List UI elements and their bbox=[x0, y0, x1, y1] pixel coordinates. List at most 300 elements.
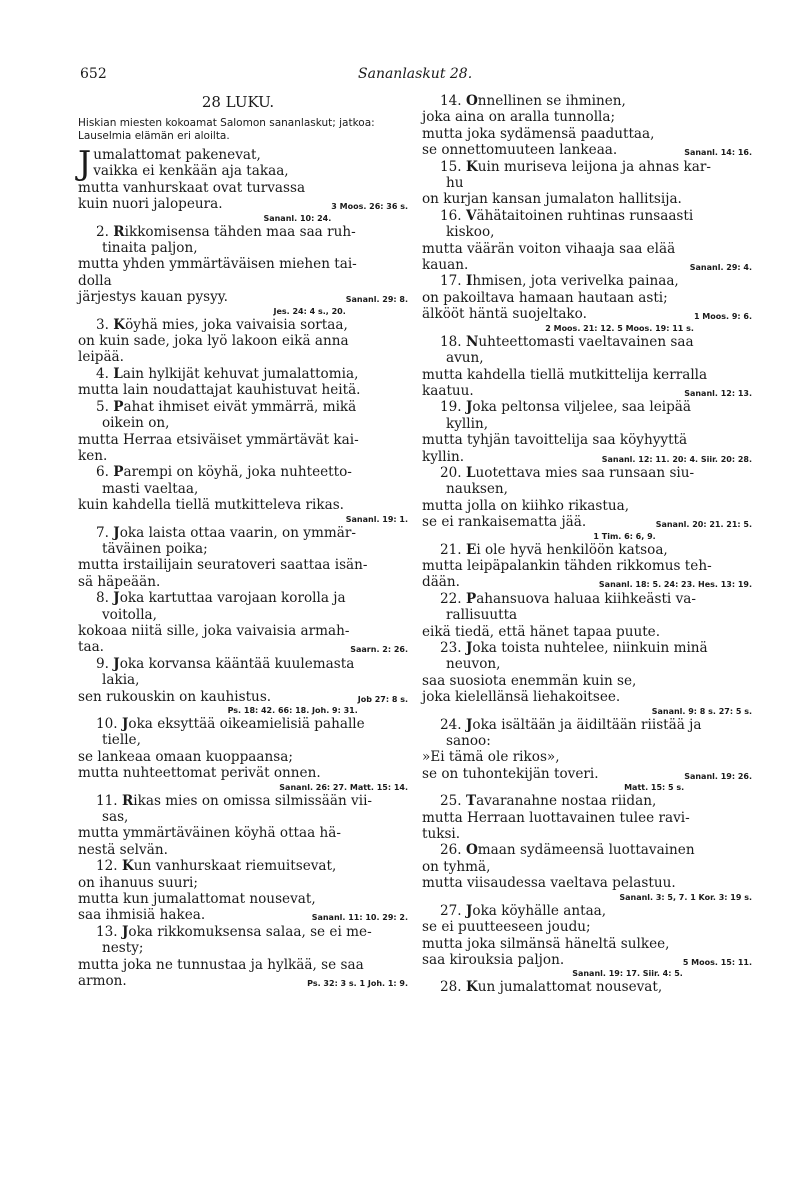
verse-18 bbox=[422, 334, 752, 400]
verse-line bbox=[78, 607, 408, 623]
verse-line bbox=[78, 273, 408, 289]
verse-text: vaikka ei kenkään aja takaa, bbox=[93, 163, 289, 180]
verse-line bbox=[422, 733, 752, 749]
verse-text: oka laista ottaa vaarin, on ymmär- bbox=[119, 524, 356, 541]
verse-text: ikkomisensa tähden maa saa ruh- bbox=[124, 223, 356, 240]
verse-text: mutta Herraa etsiväiset ymmärtävät kai- bbox=[78, 431, 359, 448]
verse-number: 5. bbox=[96, 398, 114, 415]
verse-line bbox=[422, 749, 752, 765]
verse-text: mutta nuhteettomat perivät onnen. bbox=[78, 765, 321, 782]
verse-initial: J bbox=[465, 716, 473, 733]
verse-text: tuksi. bbox=[422, 826, 461, 843]
verse-text: älkööt häntä suojeltako. bbox=[422, 306, 587, 323]
verse-text: lakia, bbox=[102, 672, 140, 689]
verse-text: umalattomat pakenevat, bbox=[93, 147, 261, 163]
verse-text: mutta viisaudessa vaeltava pelastuu. bbox=[422, 875, 676, 892]
cross-reference: Ps. 18: 42. 66: 18. Joh. 9: 31. bbox=[227, 706, 358, 715]
verse-initial: J bbox=[113, 655, 120, 672]
verse-line bbox=[422, 514, 752, 530]
cross-reference: 2 Moos. 21: 12. 5 Moos. 19: 11 s. bbox=[545, 323, 694, 333]
verse-first-line bbox=[422, 93, 752, 109]
verse-text: nesty; bbox=[102, 940, 144, 957]
verse-20 bbox=[422, 465, 752, 542]
verse-text: nestä selvän. bbox=[78, 841, 168, 858]
verse-line bbox=[78, 147, 408, 163]
verse-initial: J bbox=[465, 399, 473, 416]
verse-text: masti vaeltaa, bbox=[102, 480, 199, 497]
verse-line bbox=[422, 558, 752, 574]
verse-initial: E bbox=[465, 541, 477, 558]
verse-25 bbox=[422, 793, 752, 842]
verse-first-line bbox=[78, 590, 408, 606]
verse-8 bbox=[78, 590, 408, 656]
verse-line bbox=[422, 241, 752, 257]
verse-line bbox=[78, 732, 408, 748]
verse-initial: L bbox=[465, 464, 476, 481]
verse-number: 24. bbox=[440, 716, 466, 733]
verse-21 bbox=[422, 542, 752, 591]
verse-line bbox=[422, 367, 752, 383]
cross-reference: Sananl. 19: 26. bbox=[684, 771, 752, 781]
verse-number: 4. bbox=[96, 365, 114, 382]
verse-text: on kurjan kansan jumalaton hallitsija. bbox=[422, 191, 682, 208]
verse-line bbox=[422, 656, 752, 672]
verse-text: oka korvansa kääntää kuulemasta bbox=[119, 655, 355, 672]
verse-number: 18. bbox=[440, 333, 466, 350]
chapter-intro: Hiskian miesten kokoamat Salomon sananlaskut; jatkoa: Lauselmia elämän eri aloilta. bbox=[78, 117, 375, 142]
verse-text: sas, bbox=[102, 809, 129, 826]
verse-28 bbox=[422, 979, 752, 995]
verse-26 bbox=[422, 842, 752, 902]
verse-initial: L bbox=[113, 365, 123, 382]
verse-text: mutta tyhjän tavoittelija saa köyhyyttä bbox=[422, 432, 688, 449]
verse-initial: P bbox=[465, 590, 477, 607]
verse-text: kokoaa niitä sille, joka vaivaisia armah- bbox=[78, 622, 350, 639]
verse-first-line bbox=[422, 903, 752, 919]
verse-number: 14. bbox=[440, 93, 466, 109]
verse-line bbox=[78, 623, 408, 639]
verse-first-line bbox=[78, 224, 408, 240]
verse-line bbox=[422, 919, 752, 935]
verse-line bbox=[78, 809, 408, 825]
verse-19 bbox=[422, 399, 752, 465]
verse-text: ahansuova haluaa kiihkeästi va- bbox=[476, 590, 696, 607]
verse-text: mutta irstailijain seuratoveri saattaa isän- bbox=[78, 557, 368, 574]
verse-line bbox=[422, 624, 752, 640]
verse-text: sen rukouskin on kauhistus. bbox=[78, 688, 272, 705]
cross-reference: 1 Tim. 6: 6, 9. bbox=[593, 531, 656, 541]
verse-text: kyllin, bbox=[446, 415, 489, 432]
verse-text: mutta joka ne tunnustaa ja hylkää, se saa bbox=[78, 956, 364, 973]
verse-text: i ole hyvä henkilöön katsoa, bbox=[476, 541, 668, 558]
cross-reference: Sananl. 10: 24. bbox=[263, 213, 332, 223]
cross-reference: Matt. 15: 5 s. bbox=[624, 783, 685, 793]
verse-text: taa. bbox=[78, 639, 104, 656]
verse-initial: J bbox=[113, 590, 120, 607]
verse-text: ahat ihmiset eivät ymmärrä, mikä bbox=[123, 398, 357, 415]
verse-initial: O bbox=[465, 842, 478, 859]
verse-text: oka peltonsa viljelee, saa leipää bbox=[472, 399, 692, 416]
verse-text: tielle, bbox=[102, 732, 141, 749]
verse-line bbox=[78, 891, 408, 907]
verse-text: saa kirouksia paljon. bbox=[422, 951, 565, 968]
verse-text: armon. bbox=[78, 973, 127, 990]
verse-text: saa ihmisiä hakea. bbox=[78, 907, 206, 924]
verse-first-line bbox=[422, 334, 752, 350]
verse-text: mutta vanhurskaat ovat turvassa bbox=[78, 179, 306, 196]
verse-line bbox=[422, 574, 752, 590]
cross-reference: Sananl. 12: 11. 20: 4. Siir. 20: 28. bbox=[601, 454, 752, 464]
verse-line bbox=[78, 448, 408, 464]
verse-text: avun, bbox=[446, 350, 484, 367]
verse-number: 3. bbox=[96, 316, 114, 333]
verse-text: hmisen, jota verivelka painaa, bbox=[472, 273, 679, 290]
cross-reference: Sananl. 29: 8. bbox=[345, 295, 408, 305]
verse-line bbox=[78, 689, 408, 705]
cross-reference: 1 Moos. 9: 6. bbox=[693, 312, 752, 322]
cross-reference: Sananl. 14: 16. bbox=[684, 148, 752, 158]
verse-number: 23. bbox=[440, 640, 466, 656]
verse-text: sanoo: bbox=[446, 733, 491, 750]
cross-reference: Sananl. 18: 5. 24: 23. Hes. 13: 19. bbox=[598, 580, 752, 590]
verse-line bbox=[78, 180, 408, 196]
verse-text: se on tuhontekijän toveri. bbox=[422, 765, 599, 782]
verse-line bbox=[78, 907, 408, 923]
verse-number: 10. bbox=[96, 716, 122, 732]
verse-text: on tyhmä, bbox=[422, 858, 491, 875]
verse-text: mutta kun jumalattomat nousevat, bbox=[78, 891, 316, 908]
verse-text: uhteettomasti vaeltavainen saa bbox=[478, 333, 694, 350]
verse-number: 2. bbox=[96, 223, 114, 240]
verse-line bbox=[78, 240, 408, 256]
verse-23 bbox=[422, 640, 752, 717]
right-column bbox=[422, 93, 752, 996]
verse-text: oka kartuttaa varojaan korolla ja bbox=[119, 590, 346, 607]
verse-text: leipää. bbox=[78, 349, 124, 366]
verse-first-line bbox=[422, 640, 752, 656]
verse-line bbox=[78, 382, 408, 398]
verse-number: 28. bbox=[440, 979, 466, 996]
cross-reference: Jes. 24: 4 s., 20. bbox=[273, 306, 346, 316]
cross-reference: Sananl. 29: 4. bbox=[689, 263, 752, 273]
verse-text: oka eksyttää oikeamielisiä pahalle bbox=[128, 716, 365, 732]
verse-text: dään. bbox=[422, 574, 460, 591]
verse-first-line bbox=[422, 979, 752, 995]
verse-text: avaranahne nostaa riidan, bbox=[476, 793, 657, 810]
verse-13 bbox=[78, 924, 408, 990]
verse-text: un vanhurskaat riemuitsevat, bbox=[133, 858, 337, 875]
verse-6 bbox=[78, 464, 408, 524]
verse-line bbox=[422, 826, 752, 842]
verse-text: se lankeaa omaan kuoppaansa; bbox=[78, 748, 293, 765]
cross-reference: Sananl. 19: 1. bbox=[345, 514, 408, 524]
verse-number: 13. bbox=[96, 923, 122, 940]
verse-text: oka toista nuhtelee, niinkuin minä bbox=[472, 640, 708, 656]
verse-number: 11. bbox=[96, 792, 122, 809]
cross-reference: Sananl. 11: 10. 29: 2. bbox=[311, 913, 408, 923]
verse-number: 26. bbox=[440, 842, 466, 859]
verse-text: se onnettomuuteen lankeaa. bbox=[422, 142, 618, 159]
verse-line bbox=[422, 689, 752, 705]
verse-10 bbox=[78, 716, 408, 793]
verse-text: se ei puutteeseen joudu; bbox=[422, 919, 591, 936]
verse-text: rallisuutta bbox=[446, 607, 518, 624]
verse-initial: J bbox=[113, 524, 120, 541]
verse-first-line bbox=[422, 793, 752, 809]
verse-text: on ihanuus suuri; bbox=[78, 874, 198, 891]
verse-first-line bbox=[78, 399, 408, 415]
verse-first-line bbox=[78, 464, 408, 480]
verse-16 bbox=[422, 208, 752, 274]
verse-4 bbox=[78, 366, 408, 399]
cross-reference: Sananl. 3: 5, 7. 1 Kor. 3: 19 s. bbox=[619, 892, 752, 902]
verse-text: mutta joka silmänsä häneltä sulkee, bbox=[422, 935, 670, 952]
verse-line bbox=[78, 825, 408, 841]
verse-initial: V bbox=[465, 207, 477, 224]
verse-initial: R bbox=[121, 792, 134, 809]
verse-number: 25. bbox=[440, 793, 466, 810]
verse-initial: J bbox=[121, 923, 129, 940]
verse-text: oikein on, bbox=[102, 415, 170, 432]
verse-text: tinaita paljon, bbox=[102, 240, 198, 257]
verse-line bbox=[422, 449, 752, 465]
verse-text: ain hylkijät kehuvat jumalattomia, bbox=[122, 365, 359, 382]
verse-1 bbox=[78, 143, 408, 224]
verse-text: hu bbox=[446, 175, 464, 192]
verse-text: kiskoo, bbox=[446, 224, 495, 241]
verse-text: mutta Herraan luottavainen tulee ravi- bbox=[422, 809, 690, 826]
verse-number: 17. bbox=[440, 273, 466, 290]
verse-line bbox=[422, 224, 752, 240]
verse-line bbox=[422, 257, 752, 273]
verse-text: uotettava mies saa runsaan siu- bbox=[475, 464, 695, 481]
verse-line bbox=[78, 196, 408, 212]
verse-line bbox=[422, 290, 752, 306]
left-verse-list bbox=[78, 143, 408, 990]
verse-line bbox=[78, 541, 408, 557]
cross-reference: Sananl. 19: 17. Siir. 4: 5. bbox=[572, 969, 683, 979]
verse-initial: P bbox=[113, 464, 124, 481]
verse-text: mutta väärän voiton vihaaja saa elää bbox=[422, 240, 676, 257]
verse-first-line bbox=[422, 842, 752, 858]
verse-first-line bbox=[78, 924, 408, 940]
verse-line bbox=[78, 973, 408, 989]
verse-line bbox=[422, 416, 752, 432]
verse-text: täväinen poika; bbox=[102, 540, 208, 557]
verse-number: 12. bbox=[96, 858, 122, 875]
drop-capital: J bbox=[78, 143, 92, 182]
verse-line bbox=[422, 952, 752, 968]
verse-text: oka köyhälle antaa, bbox=[472, 902, 607, 919]
verse-2 bbox=[78, 224, 408, 317]
verse-text: oka isältään ja äidiltään riistää ja bbox=[472, 716, 702, 733]
verse-text: kaatuu. bbox=[422, 382, 474, 399]
verse-line bbox=[78, 672, 408, 688]
verse-text: eikä tiedä, että hänet tapaa puute. bbox=[422, 623, 661, 640]
verse-22 bbox=[422, 591, 752, 640]
verse-text: joka aina on aralla tunnolla; bbox=[422, 109, 616, 126]
verse-line bbox=[422, 498, 752, 514]
cross-reference: Ps. 32: 3 s. 1 Joh. 1: 9. bbox=[307, 979, 408, 989]
verse-initial: N bbox=[465, 333, 479, 350]
verse-line bbox=[422, 191, 752, 207]
verse-number: 20. bbox=[440, 464, 466, 481]
left-column bbox=[78, 93, 408, 993]
verse-line bbox=[78, 574, 408, 590]
verse-first-line bbox=[422, 717, 752, 733]
verse-12 bbox=[78, 858, 408, 924]
verse-number: 8. bbox=[96, 590, 114, 607]
verse-text: kauan. bbox=[422, 257, 469, 274]
chapter-title: 28 LUKU. bbox=[201, 93, 275, 111]
verse-text: mutta leipäpalankin tähden rikkomus teh- bbox=[422, 557, 712, 574]
verse-line bbox=[78, 333, 408, 349]
verse-text: mutta lain noudattajat kauhistuvat heitä. bbox=[78, 382, 361, 399]
verse-number: 7. bbox=[96, 524, 114, 541]
verse-initial: O bbox=[465, 93, 478, 109]
page-number: 652 bbox=[80, 66, 107, 82]
verse-line bbox=[78, 639, 408, 655]
verse-text: joka kielellänsä liehakoitsee. bbox=[422, 689, 621, 706]
verse-initial: K bbox=[113, 316, 126, 333]
verse-text: dolla bbox=[78, 272, 112, 289]
verse-24 bbox=[422, 717, 752, 794]
cross-reference: Sananl. 20: 21. 21: 5. bbox=[655, 520, 752, 530]
cross-reference: Sananl. 12: 13. bbox=[684, 388, 752, 398]
verse-line bbox=[78, 875, 408, 891]
verse-line bbox=[422, 766, 752, 782]
verse-line bbox=[422, 350, 752, 366]
verse-text: öyhä mies, joka vaivaisia sortaa, bbox=[125, 316, 348, 333]
verse-first-line bbox=[78, 716, 408, 732]
verse-first-line bbox=[78, 793, 408, 809]
verse-line bbox=[78, 481, 408, 497]
verse-text: uin muriseva leijona ja ahnas kar- bbox=[477, 158, 711, 175]
verse-line bbox=[78, 749, 408, 765]
verse-line bbox=[78, 497, 408, 513]
verse-line bbox=[78, 957, 408, 973]
verse-line bbox=[422, 607, 752, 623]
verse-9 bbox=[78, 656, 408, 716]
verse-line bbox=[78, 842, 408, 858]
verse-initial: K bbox=[465, 979, 478, 996]
verse-11 bbox=[78, 793, 408, 859]
verse-number: 16. bbox=[440, 207, 466, 224]
cross-reference: Sananl. 9: 8 s. 27: 5 s. bbox=[651, 706, 752, 716]
verse-line bbox=[78, 557, 408, 573]
verse-text: neuvon, bbox=[446, 656, 501, 673]
verse-line bbox=[422, 936, 752, 952]
verse-line bbox=[78, 940, 408, 956]
cross-reference: Job 27: 8 s. bbox=[357, 694, 408, 704]
verse-line bbox=[422, 306, 752, 322]
verse-initial: J bbox=[465, 640, 473, 656]
verse-first-line bbox=[78, 858, 408, 874]
verse-text: mutta jolla on kiihko rikastua, bbox=[422, 497, 630, 514]
verse-text: kuin nuori jalopeura. bbox=[78, 196, 223, 213]
cross-reference: 3 Moos. 26: 36 s. bbox=[331, 202, 408, 212]
verse-text: on pakoiltava hamaan hautaan asti; bbox=[422, 289, 668, 306]
verse-number: 19. bbox=[440, 399, 466, 416]
verse-line bbox=[78, 349, 408, 365]
verse-text: kyllin. bbox=[422, 448, 465, 465]
verse-initial: K bbox=[465, 158, 478, 175]
verse-text: kuin kahdella tiellä mutkitteleva rikas. bbox=[78, 497, 345, 514]
cross-reference: 5 Moos. 15: 11. bbox=[682, 957, 752, 967]
running-title: Sananlaskut 28. bbox=[358, 66, 473, 82]
verse-initial: K bbox=[121, 858, 134, 875]
verse-text: mutta joka sydämensä paaduttaa, bbox=[422, 125, 655, 142]
verse-number: 9. bbox=[96, 655, 114, 672]
verse-line bbox=[78, 163, 408, 179]
verse-text: se ei rankaisematta jää. bbox=[422, 514, 587, 531]
verse-initial: J bbox=[465, 902, 473, 919]
verse-line bbox=[422, 859, 752, 875]
verse-text: nnellinen se ihminen, bbox=[477, 93, 626, 109]
verse-text: ikas mies on omissa silmissään vii- bbox=[133, 792, 373, 809]
verse-7 bbox=[78, 525, 408, 591]
verse-line bbox=[422, 142, 752, 158]
verse-text: mutta kahdella tiellä mutkittelija kerralla bbox=[422, 366, 708, 383]
verse-first-line bbox=[422, 208, 752, 224]
verse-line bbox=[78, 289, 408, 305]
verse-line bbox=[422, 383, 752, 399]
verse-text: saa suosiota enemmän kuin se, bbox=[422, 672, 637, 689]
verse-5 bbox=[78, 399, 408, 465]
verse-line bbox=[78, 415, 408, 431]
verse-initial: I bbox=[465, 273, 473, 290]
verse-line bbox=[78, 256, 408, 272]
verse-text: mutta ymmärtäväinen köyhä ottaa hä- bbox=[78, 825, 342, 842]
verse-initial: R bbox=[113, 223, 125, 240]
verse-text: maan sydämeensä luottavainen bbox=[477, 842, 695, 859]
verse-line bbox=[422, 109, 752, 125]
verse-line bbox=[422, 481, 752, 497]
verse-text: voitolla, bbox=[102, 606, 157, 623]
verse-14 bbox=[422, 93, 752, 159]
verse-number: 27. bbox=[440, 902, 466, 919]
verse-line bbox=[422, 432, 752, 448]
verse-15 bbox=[422, 159, 752, 208]
verse-text: »Ei tämä ole rikos», bbox=[422, 749, 560, 766]
verse-text: sä häpeään. bbox=[78, 573, 161, 590]
verse-number: 15. bbox=[440, 158, 466, 175]
verse-17 bbox=[422, 273, 752, 333]
verse-text: arempi on köyhä, joka nuhteetto- bbox=[123, 464, 352, 481]
verse-number: 21. bbox=[440, 541, 466, 558]
verse-text: oka rikkomuksensa salaa, se ei me- bbox=[128, 923, 372, 940]
verse-text: ken. bbox=[78, 447, 108, 464]
verse-number: 6. bbox=[96, 464, 114, 481]
verse-initial: J bbox=[121, 716, 129, 732]
verse-line bbox=[422, 875, 752, 891]
verse-first-line bbox=[78, 525, 408, 541]
verse-line bbox=[78, 432, 408, 448]
verse-text: ähätaitoinen ruhtinas runsaasti bbox=[476, 207, 694, 224]
verse-27 bbox=[422, 903, 752, 980]
verse-line bbox=[422, 810, 752, 826]
verse-first-line bbox=[422, 542, 752, 558]
verse-text: järjestys kauan pysyy. bbox=[78, 289, 229, 306]
verse-text: un jumalattomat nousevat, bbox=[477, 979, 663, 996]
verse-first-line bbox=[78, 366, 408, 382]
verse-text: on kuin sade, joka lyö lakoon eikä anna bbox=[78, 333, 349, 350]
verse-first-line bbox=[422, 159, 752, 175]
verse-initial: T bbox=[465, 793, 477, 810]
verse-initial: P bbox=[113, 398, 124, 415]
verse-text: mutta yhden ymmärtäväisen miehen tai- bbox=[78, 256, 357, 273]
verse-number: 22. bbox=[440, 590, 466, 607]
